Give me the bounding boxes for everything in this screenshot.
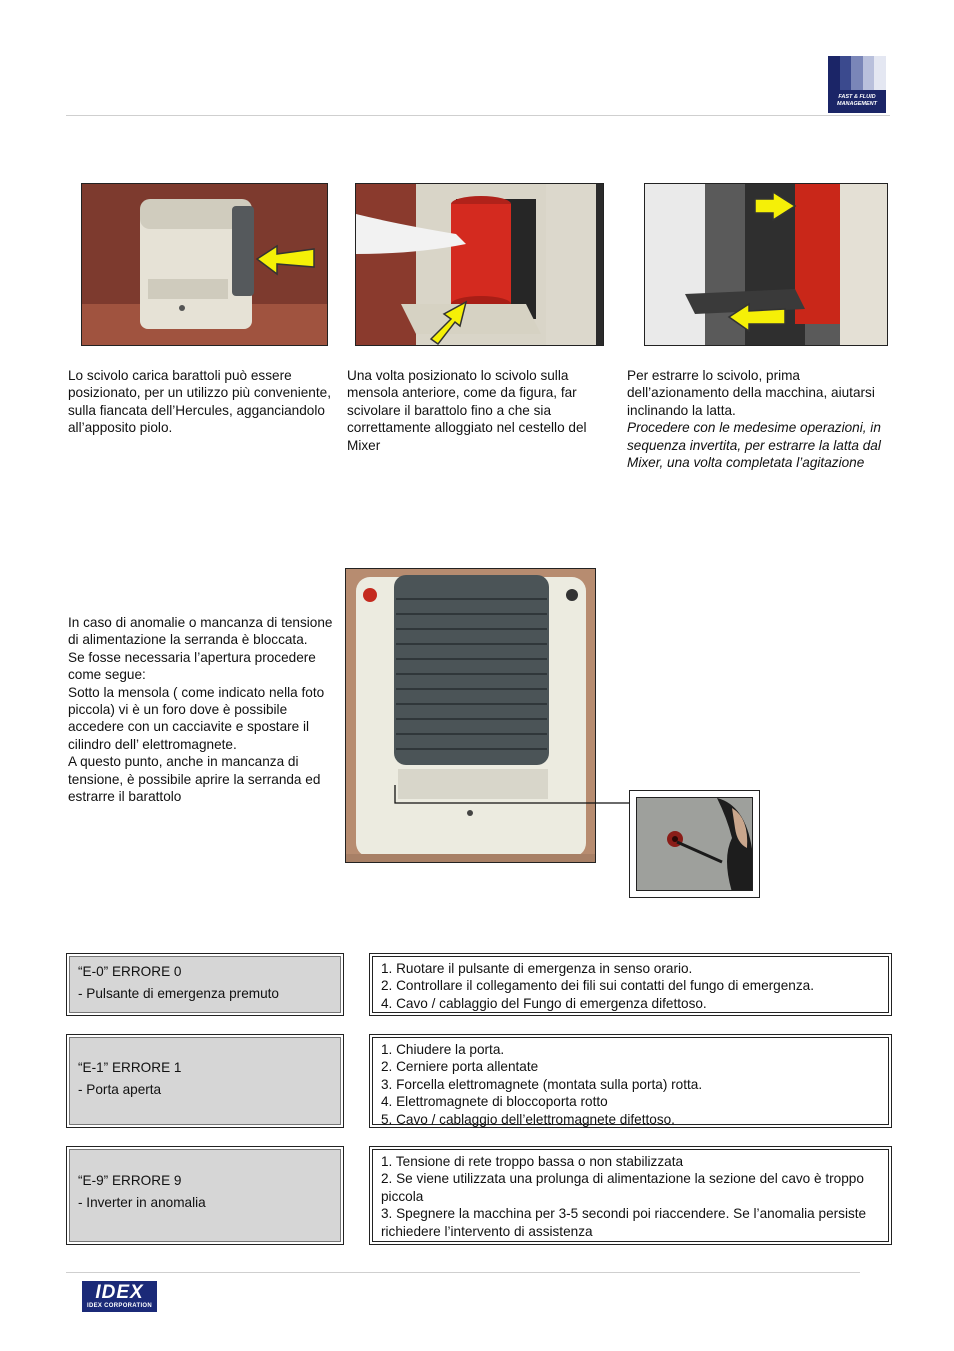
fix-item: 1. Chiudere la porta. (381, 1042, 505, 1057)
fix-item: 3. Spegnere la macchina per 3-5 secondi poi riaccendere. Se l’anomalia persiste richiedere l’intervento di assistenza (381, 1206, 867, 1239)
idex-logo (82, 1281, 157, 1312)
caption-col3-italic: Procedere con le medesime operazioni, in sequenza invertita, per estrarre la latta dal Mixer, una volta completata l’agitazione (627, 420, 881, 471)
anomaly-para-4: A questo punto, anche in mancanza di tensione, è possibile aprire la serranda ed estrarre il barattolo (68, 754, 321, 805)
logo-stripes (828, 56, 886, 90)
photo-mixer-machine (345, 568, 596, 863)
error-box-e1 (66, 1034, 344, 1128)
fix-item: 1. Ruotare il pulsante di emergenza in senso orario. (381, 961, 693, 976)
photo-small-screwdriver (636, 797, 753, 891)
fix-item: 5. Cavo / cablaggio dell’elettromagnete difettoso. (381, 1111, 675, 1127)
idex-logo-text: IDEX (95, 1282, 144, 1303)
error-desc: - Inverter in anomalia (78, 1195, 206, 1210)
photo-slide-on-side (81, 183, 328, 346)
fix-item: 3. Forcella elettromagnete (montata sulla porta) rotta. (381, 1076, 703, 1092)
error-desc: - Porta aperta (78, 1082, 162, 1097)
fix-box-e1 (369, 1034, 892, 1128)
footer-divider (66, 1272, 860, 1273)
error-box-e0 (66, 953, 344, 1016)
fix-item: 2. Cerniere porta allentate (381, 1059, 539, 1075)
fix-item: 2. Se viene utilizzata una prolunga di alimentazione la sezione del cavo è troppo piccola (381, 1171, 864, 1204)
fix-item: 1. Tensione di rete troppo bassa o non stabilizzata (381, 1154, 684, 1169)
photo-slide-removal (644, 183, 888, 346)
photo-slide-on-shelf (355, 183, 604, 346)
anomaly-para-1: In caso di anomalie o mancanza di tensione di alimentazione la serranda è bloccata. (68, 615, 333, 648)
photo-small-frame (629, 790, 760, 898)
caption-col1: Lo scivolo carica barattoli può essere posizionato, per un utilizzo più conveniente, sulla fiancata dell’Hercules, agganciandolo all’apposito piolo. (68, 368, 331, 436)
callout-line (393, 783, 633, 805)
header-divider (66, 115, 890, 116)
anomaly-instructions (68, 614, 336, 805)
error-code: “E-1” ERRORE 1 (78, 1060, 182, 1075)
ffm-logo (828, 56, 886, 113)
error-desc: - Pulsante di emergenza premuto (78, 986, 279, 1001)
caption-col3 (627, 367, 892, 471)
fix-box-e9 (369, 1146, 892, 1245)
anomaly-para-3: Sotto la mensola ( come indicato nella foto piccola) vi è un foro dove è possibile accedere con un cacciavite e spostare il cilindro dell’ elettromagnete. (68, 684, 325, 752)
error-box-e9 (66, 1146, 344, 1245)
logo-text: FAST & FLUID MANAGEMENT (828, 90, 886, 113)
fix-item: 2. Controllare il collegamento dei fili sui contatti del fungo di emergenza. (381, 978, 814, 994)
fix-item: 4. Elettromagnete di bloccoporta rotto (381, 1094, 608, 1110)
caption-col2: Una volta posizionato lo scivolo sulla mensola anteriore, come da figura, far scivolare il barattolo fino a che sia correttamente alloggiato nel cestello del Mixer (347, 368, 587, 453)
fix-item: 4. Cavo / cablaggio del Fungo di emergenza difettoso. (381, 995, 707, 1011)
emergency-button-icon (363, 588, 377, 602)
anomaly-para-2: Se fosse necessaria l’apertura procedere come segue: (68, 649, 316, 683)
error-code: “E-9” ERRORE 9 (78, 1173, 182, 1188)
caption-col3-normal: Per estrarre lo scivolo, prima dell’azionamento della macchina, aiutarsi inclinando la latta. (627, 368, 875, 418)
fix-box-e0 (369, 953, 892, 1016)
idex-logo-subtext: IDEX CORPORATION (86, 1303, 153, 1309)
error-code: “E-0” ERRORE 0 (78, 964, 182, 979)
